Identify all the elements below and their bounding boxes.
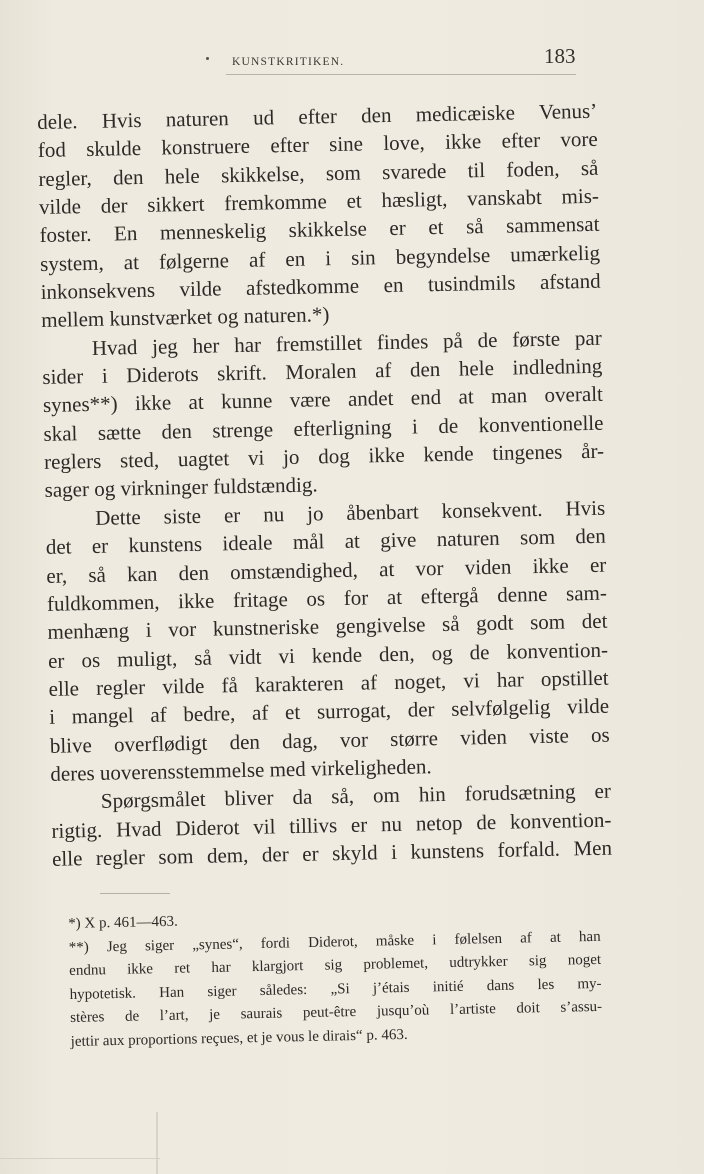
footnote-line: stères de l’art, je saurais peut-être jusqu’où l’artiste doit s’assu- <box>70 999 603 1027</box>
text-line: i mangel af bedre, af et surrogat, der selvfølgelig vilde <box>48 693 610 730</box>
footnote-line: **) Jeg siger „synes“, fordi Diderot, måske i følelsen af at han <box>68 928 601 956</box>
text-line: blive overflødigt den dag, vor større viden viste os <box>49 722 610 758</box>
text-line: vilde der sikkert fremkomme et hæsligt, vanskabt mis- <box>38 183 600 220</box>
page-number: 183 <box>544 44 576 68</box>
page-edge-rule <box>0 1158 160 1159</box>
footnote-line: jettir aux proportions reçues, et je vous le dirais“ p. 463. <box>70 1026 408 1050</box>
print-speck <box>206 57 209 60</box>
text-line: dele. Hvis naturen ud efter den medicæiske Venus’ <box>37 98 598 134</box>
footnotes <box>68 902 603 1055</box>
page-edge-mark <box>156 1112 158 1174</box>
text-line: deres uoverensstemmelse med virkeligheden. <box>50 754 432 786</box>
text-line: system, at følgerne af en i sin begyndelse umærkelig <box>39 240 601 276</box>
text-line: menhæng i vor kunstneriske gengivelse så godt som det <box>47 608 608 645</box>
text-line: regler, den hele skikkelse, som svarede til foden, så <box>38 155 599 191</box>
text-line: er, så kan den omstændighed, at vor viden ikke er <box>46 552 607 588</box>
text-line: fuldkommen, ikke fritage os for at eftergå denne sam- <box>46 580 608 616</box>
running-head: KUNSTKRITIKEN. <box>232 56 345 68</box>
header-rule <box>226 74 576 75</box>
text-line: elle regler vilde få karakteren af noget, vi har opstillet <box>48 665 609 701</box>
paragraph-start-line: Hvad jeg her har fremstillet findes på de første par <box>91 325 602 360</box>
text-line: det er kunstens ideale mål at give naturen som den <box>45 523 606 560</box>
body-text <box>37 97 612 873</box>
footnote-line: *) X p. 461—463. <box>68 913 178 932</box>
text-line: synes**) ikke at kunne være andet end at man overalt <box>42 382 604 418</box>
text-line: inkonsekvens vilde afstedkomme en tusindmils afstand <box>40 268 601 305</box>
paragraph-start-line: Spørgsmålet bliver da så, om hin forudsætning er <box>100 778 612 814</box>
text-line: sager og virkninger fuldstændig. <box>44 472 318 503</box>
text-line: er os muligt, så vidt vi kende den, og de konvention- <box>47 637 609 673</box>
footnote-line: endnu ikke ret har klargjort sig problemet, udtrykker sig noget <box>69 952 602 980</box>
footnote-rule <box>100 893 170 894</box>
text-line: sider i Diderots skrift. Moralen af den hele indledning <box>42 353 603 390</box>
text-line: reglers sted, uagtet vi jo dog ikke kende tingenes år- <box>43 438 605 475</box>
text-line: skal sætte den strenge efterligning i de konventionelle <box>43 410 604 446</box>
text-line: rigtig. Hvad Diderot vil tillivs er nu netop de konvention- <box>51 807 612 843</box>
text-line: elle regler som dem, der er skyld i kunstens forfald. Men <box>51 835 613 871</box>
footnote-line: hypotetisk. Han siger således: „Si j’étais initié dans les my- <box>69 975 602 1003</box>
paragraph-start-line: Dette siste er nu jo åbenbart konsekvent. Hvis <box>94 495 606 530</box>
text-line: foster. En menneskelig skikkelse er et så sammensat <box>39 212 600 248</box>
text-line: fod skulde konstruere efter sine love, ikke efter vore <box>37 127 598 163</box>
text-line: mellem kunstværket og naturen.*) <box>41 302 330 333</box>
